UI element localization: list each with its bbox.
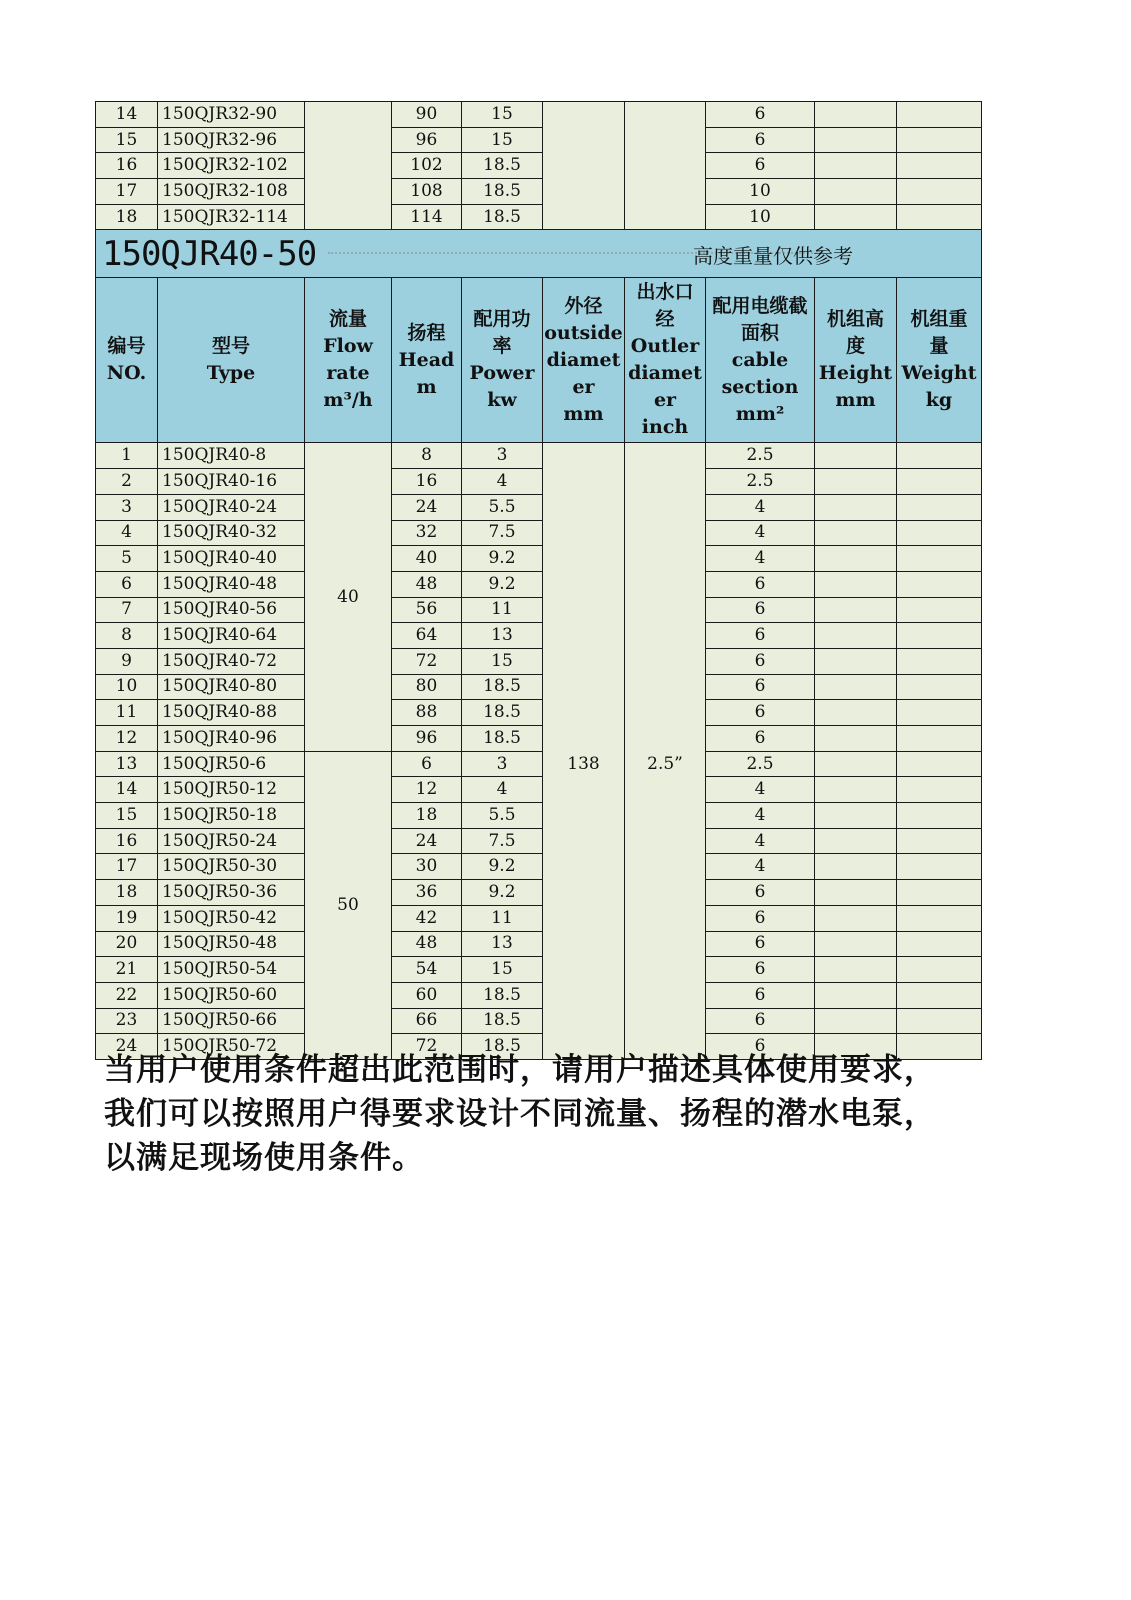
header-outlet-diameter: 出水口 经 Outler diamet er inch (625, 278, 706, 443)
table-row (96, 546, 982, 572)
cell-type: 150QJR50-6 (158, 751, 305, 777)
cell-flow-group: 50 (305, 751, 392, 1059)
cell-type: 150QJR32-114 (158, 204, 305, 230)
cell-head: 36 (392, 880, 462, 906)
footer-note-line: 我们可以按照用户得要求设计不同流量、扬程的潜水电泵， (104, 1096, 936, 1132)
cell-weight (897, 623, 982, 649)
cell-height (815, 494, 897, 520)
cell-height (815, 674, 897, 700)
cell-no: 16 (96, 153, 158, 179)
cell-flow-group: 40 (305, 443, 392, 751)
cell-head: 56 (392, 597, 462, 623)
cell-weight (897, 520, 982, 546)
table-row (96, 880, 982, 906)
cell-cable: 2.5 (706, 443, 815, 469)
table-row (96, 469, 982, 495)
table-row (96, 700, 982, 726)
cell-head: 60 (392, 982, 462, 1008)
cell-power: 15 (462, 102, 543, 128)
cell-power: 15 (462, 648, 543, 674)
cell-head: 80 (392, 674, 462, 700)
cell-weight (897, 726, 982, 752)
table-row (96, 674, 982, 700)
cell-height (815, 102, 897, 128)
cell-type: 150QJR50-42 (158, 905, 305, 931)
cell-power: 18.5 (462, 726, 543, 752)
table-row (96, 931, 982, 957)
cell-power: 4 (462, 777, 543, 803)
cell-head: 54 (392, 957, 462, 983)
table-row (96, 777, 982, 803)
cell-head: 96 (392, 127, 462, 153)
cell-type: 150QJR50-12 (158, 777, 305, 803)
table-row (96, 597, 982, 623)
cell-no: 4 (96, 520, 158, 546)
cell-cable: 4 (706, 803, 815, 829)
cell-weight (897, 700, 982, 726)
cell-type: 150QJR50-36 (158, 880, 305, 906)
header-head: 扬程 Head m (392, 278, 462, 443)
cell-height (815, 777, 897, 803)
cell-type: 150QJR40-24 (158, 494, 305, 520)
cell-weight (897, 648, 982, 674)
cell-head: 18 (392, 803, 462, 829)
cell-no: 5 (96, 546, 158, 572)
cell-weight (897, 931, 982, 957)
cell-no: 9 (96, 648, 158, 674)
cell-type: 150QJR40-88 (158, 700, 305, 726)
cell-power: 11 (462, 905, 543, 931)
cell-power: 15 (462, 957, 543, 983)
cell-head: 32 (392, 520, 462, 546)
cell-power: 18.5 (462, 674, 543, 700)
cell-power: 18.5 (462, 982, 543, 1008)
table-row (96, 1008, 982, 1034)
cell-cable: 4 (706, 854, 815, 880)
cell-weight (897, 204, 982, 230)
cell-no: 20 (96, 931, 158, 957)
cell-no: 14 (96, 777, 158, 803)
cell-power: 9.2 (462, 880, 543, 906)
cell-type: 150QJR40-96 (158, 726, 305, 752)
cell-no: 11 (96, 700, 158, 726)
cell-weight (897, 957, 982, 983)
cell-type: 150QJR40-64 (158, 623, 305, 649)
cell-no: 15 (96, 127, 158, 153)
cell-cable: 6 (706, 905, 815, 931)
cell-cable: 4 (706, 520, 815, 546)
cell-cable: 6 (706, 880, 815, 906)
header-height: 机组高 度 Height mm (815, 278, 897, 443)
cell-cable: 6 (706, 127, 815, 153)
table-row (96, 443, 982, 469)
table-row (96, 102, 982, 128)
cell-no: 23 (96, 1008, 158, 1034)
cell-height (815, 726, 897, 752)
cell-type: 150QJR40-16 (158, 469, 305, 495)
header-power: 配用功 率 Power kw (462, 278, 543, 443)
cell-type: 150QJR40-56 (158, 597, 305, 623)
table-row (96, 828, 982, 854)
cell-height (815, 623, 897, 649)
cell-height (815, 571, 897, 597)
cell-type: 150QJR32-108 (158, 179, 305, 205)
cell-height (815, 905, 897, 931)
cell-weight (897, 469, 982, 495)
cell-height (815, 179, 897, 205)
cell-no: 15 (96, 803, 158, 829)
cell-no: 17 (96, 854, 158, 880)
cell-cable: 4 (706, 828, 815, 854)
header-outside-diameter: 外径 outside diamet er mm (543, 278, 625, 443)
cell-height (815, 700, 897, 726)
cell-cable: 6 (706, 931, 815, 957)
header-no: 编号 NO. (96, 278, 158, 443)
cell-no: 17 (96, 179, 158, 205)
cell-type: 150QJR32-90 (158, 102, 305, 128)
cell-power: 9.2 (462, 546, 543, 572)
cell-no: 24 (96, 1034, 158, 1060)
cell-weight (897, 854, 982, 880)
cell-power: 13 (462, 623, 543, 649)
cell-no: 12 (96, 726, 158, 752)
cell-power: 7.5 (462, 828, 543, 854)
cell-power: 9.2 (462, 571, 543, 597)
cell-cable: 6 (706, 153, 815, 179)
table-row (96, 957, 982, 983)
cell-cable: 6 (706, 1008, 815, 1034)
cell-power: 5.5 (462, 494, 543, 520)
cell-weight (897, 153, 982, 179)
cell-head: 6 (392, 751, 462, 777)
cell-power: 4 (462, 469, 543, 495)
table-row (96, 571, 982, 597)
cell-power: 9.2 (462, 854, 543, 880)
cell-height (815, 153, 897, 179)
cell-head: 40 (392, 546, 462, 572)
cell-height (815, 828, 897, 854)
cell-power: 3 (462, 751, 543, 777)
cell-power: 18.5 (462, 700, 543, 726)
cell-head: 72 (392, 648, 462, 674)
table-row (96, 494, 982, 520)
cell-head: 30 (392, 854, 462, 880)
cell-height (815, 982, 897, 1008)
cell-head: 24 (392, 494, 462, 520)
cell-outside-prev (543, 102, 625, 230)
main-rows (96, 443, 982, 1060)
cell-type: 150QJR50-72 (158, 1034, 305, 1060)
cell-weight (897, 494, 982, 520)
section-title: 150QJR40-50 (102, 233, 317, 274)
cell-cable: 6 (706, 623, 815, 649)
header-cable-section: 配用电缆截 面积 cable section mm² (706, 278, 815, 443)
cell-height (815, 204, 897, 230)
cell-cable: 10 (706, 204, 815, 230)
cell-weight (897, 102, 982, 128)
cell-power: 5.5 (462, 803, 543, 829)
header-weight: 机组重 量 Weight kg (897, 278, 982, 443)
table-row (96, 127, 982, 153)
cell-type: 150QJR50-66 (158, 1008, 305, 1034)
header-row (96, 278, 982, 443)
cell-power: 18.5 (462, 153, 543, 179)
cell-height (815, 854, 897, 880)
cell-no: 2 (96, 469, 158, 495)
cell-height (815, 127, 897, 153)
cell-weight (897, 597, 982, 623)
cell-cable: 6 (706, 597, 815, 623)
table-row (96, 803, 982, 829)
cell-head: 48 (392, 571, 462, 597)
cell-weight (897, 777, 982, 803)
header-type: 型号 Type (158, 278, 305, 443)
cell-weight (897, 179, 982, 205)
cell-height (815, 469, 897, 495)
table-row (96, 905, 982, 931)
cell-flow-prev (305, 102, 392, 230)
cell-weight (897, 880, 982, 906)
cell-cable: 10 (706, 179, 815, 205)
cell-no: 16 (96, 828, 158, 854)
cell-weight (897, 127, 982, 153)
cell-type: 150QJR40-48 (158, 571, 305, 597)
cell-height (815, 1008, 897, 1034)
cell-power: 18.5 (462, 1008, 543, 1034)
cell-height (815, 443, 897, 469)
cell-head: 88 (392, 700, 462, 726)
cell-height (815, 648, 897, 674)
cell-cable: 6 (706, 102, 815, 128)
cell-no: 1 (96, 443, 158, 469)
cell-head: 102 (392, 153, 462, 179)
cell-weight (897, 571, 982, 597)
table-row (96, 648, 982, 674)
cell-weight (897, 546, 982, 572)
section-banner (96, 230, 982, 278)
cell-weight (897, 803, 982, 829)
cell-height (815, 931, 897, 957)
cell-head: 42 (392, 905, 462, 931)
cell-cable: 6 (706, 571, 815, 597)
cell-head: 8 (392, 443, 462, 469)
cell-cable: 6 (706, 726, 815, 752)
table-row (96, 179, 982, 205)
cell-type: 150QJR50-24 (158, 828, 305, 854)
cell-head: 72 (392, 1034, 462, 1060)
cell-power: 11 (462, 597, 543, 623)
table-row (96, 751, 982, 777)
cell-head: 48 (392, 931, 462, 957)
cell-type: 150QJR50-54 (158, 957, 305, 983)
cell-power: 7.5 (462, 520, 543, 546)
cell-no: 21 (96, 957, 158, 983)
cell-no: 19 (96, 905, 158, 931)
cell-head: 96 (392, 726, 462, 752)
cell-type: 150QJR40-40 (158, 546, 305, 572)
cell-height (815, 520, 897, 546)
cell-weight (897, 905, 982, 931)
cell-head: 90 (392, 102, 462, 128)
table-row (96, 204, 982, 230)
cell-weight (897, 982, 982, 1008)
pump-spec-table (95, 101, 982, 1060)
cell-height (815, 880, 897, 906)
cell-no: 3 (96, 494, 158, 520)
cell-height (815, 751, 897, 777)
cell-weight (897, 1008, 982, 1034)
table-row (96, 726, 982, 752)
cell-cable: 2.5 (706, 751, 815, 777)
table-row (96, 520, 982, 546)
cell-no: 10 (96, 674, 158, 700)
cell-head: 108 (392, 179, 462, 205)
cell-weight (897, 443, 982, 469)
cell-no: 8 (96, 623, 158, 649)
cell-type: 150QJR50-48 (158, 931, 305, 957)
cell-cable: 2.5 (706, 469, 815, 495)
cell-cable: 4 (706, 494, 815, 520)
cell-cable: 6 (706, 982, 815, 1008)
cell-head: 64 (392, 623, 462, 649)
cell-no: 7 (96, 597, 158, 623)
cell-power: 15 (462, 127, 543, 153)
cell-cable: 4 (706, 546, 815, 572)
cell-no: 6 (96, 571, 158, 597)
cell-outlet-prev (625, 102, 706, 230)
cell-power: 3 (462, 443, 543, 469)
cell-head: 66 (392, 1008, 462, 1034)
cell-no: 18 (96, 880, 158, 906)
cell-height (815, 803, 897, 829)
table-row (96, 153, 982, 179)
cell-no: 22 (96, 982, 158, 1008)
section-note: 高度重量仅供参考 (693, 244, 853, 269)
cell-no: 13 (96, 751, 158, 777)
table-row (96, 854, 982, 880)
cell-outlet-diameter: 2.5” (625, 443, 706, 1060)
cell-height (815, 957, 897, 983)
section-banner-cell (96, 230, 982, 278)
cell-type: 150QJR40-80 (158, 674, 305, 700)
table-row (96, 982, 982, 1008)
cell-cable: 6 (706, 1034, 815, 1060)
cell-head: 12 (392, 777, 462, 803)
cell-cable: 4 (706, 777, 815, 803)
cell-cable: 6 (706, 700, 815, 726)
cell-power: 18.5 (462, 179, 543, 205)
cell-power: 13 (462, 931, 543, 957)
header-flow: 流量 Flow rate m³/h (305, 278, 392, 443)
cell-type: 150QJR50-30 (158, 854, 305, 880)
cell-head: 16 (392, 469, 462, 495)
cell-height (815, 546, 897, 572)
cell-type: 150QJR32-102 (158, 153, 305, 179)
footer-note-line: 当用户使用条件超出此范围时，请用户描述具体使用要求， (104, 1052, 936, 1088)
footer-note (104, 1048, 984, 1176)
cell-type: 150QJR40-8 (158, 443, 305, 469)
cell-type: 150QJR50-60 (158, 982, 305, 1008)
cell-no: 18 (96, 204, 158, 230)
cell-power: 18.5 (462, 204, 543, 230)
cell-weight (897, 828, 982, 854)
cell-cable: 6 (706, 648, 815, 674)
cell-head: 24 (392, 828, 462, 854)
cell-power: 18.5 (462, 1034, 543, 1060)
cell-height (815, 597, 897, 623)
cell-type: 150QJR40-32 (158, 520, 305, 546)
footer-note-line: 以满足现场使用条件。 (104, 1140, 424, 1176)
cell-no: 14 (96, 102, 158, 128)
cell-head: 114 (392, 204, 462, 230)
cell-outside-diameter: 138 (543, 443, 625, 1060)
cell-weight (897, 674, 982, 700)
cell-cable: 6 (706, 674, 815, 700)
cell-type: 150QJR50-18 (158, 803, 305, 829)
cell-type: 150QJR40-72 (158, 648, 305, 674)
cell-weight (897, 751, 982, 777)
table-row (96, 623, 982, 649)
cell-type: 150QJR32-96 (158, 127, 305, 153)
cell-cable: 6 (706, 957, 815, 983)
